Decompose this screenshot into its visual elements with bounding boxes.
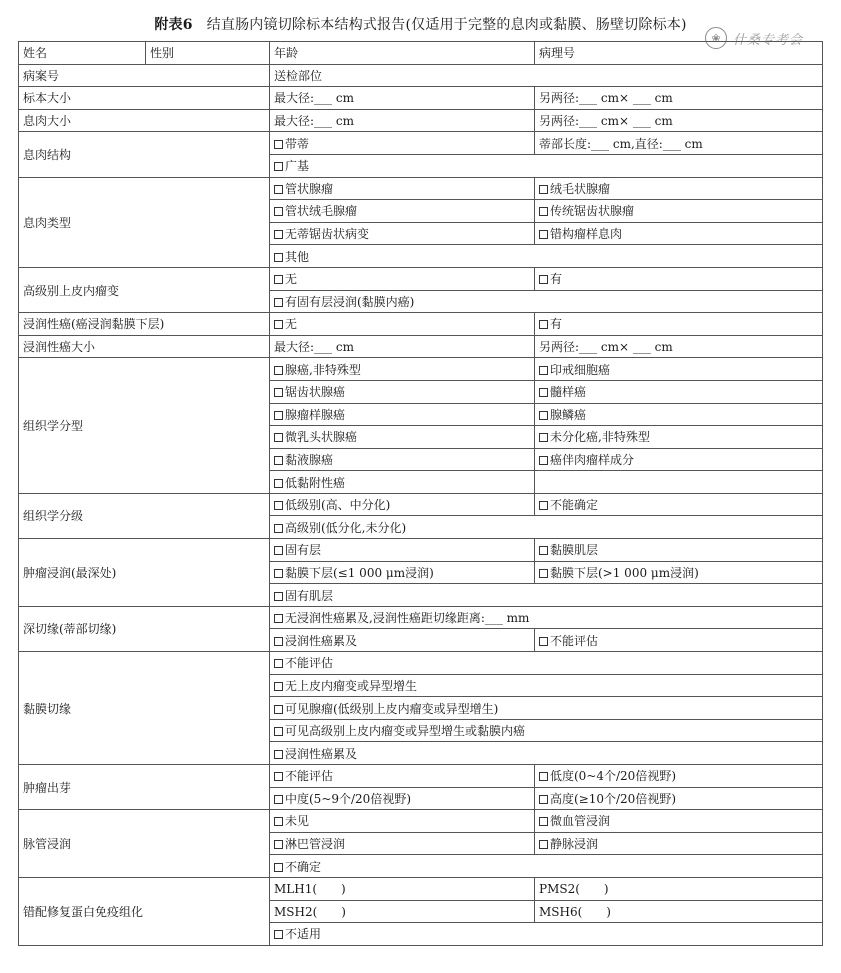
option-text: 髓样癌 <box>550 385 587 400</box>
checkbox[interactable] <box>274 207 283 216</box>
form-cell-invasive-size <box>270 335 535 358</box>
checkbox[interactable] <box>274 840 283 849</box>
form-cell-mmr <box>535 877 823 900</box>
option-text: 低级别(高、中分化) <box>285 498 391 513</box>
option-text: 有 <box>550 272 563 287</box>
form-cell-budding[interactable] <box>270 765 535 788</box>
checkbox[interactable] <box>274 659 283 668</box>
section-label-hgin: 高级别上皮内瘤变 <box>19 267 270 312</box>
option-text: 最大径:___ cm <box>274 340 354 355</box>
pathology-number-label: 病理号 <box>535 42 823 65</box>
checkbox[interactable] <box>539 230 548 239</box>
report-form-table <box>18 41 823 946</box>
form-cell-mmr <box>270 900 535 923</box>
section-label-histology-grade: 组织学分级 <box>19 493 270 538</box>
option-text: 印戒细胞癌 <box>550 362 611 377</box>
form-cell-mucosal-margin[interactable] <box>270 719 823 742</box>
table-row <box>19 358 823 381</box>
option-text: 淋巴管浸润 <box>285 837 346 852</box>
option-text: 无上皮内瘤变或异型增生 <box>285 678 418 693</box>
table-title-text: 结直肠内镜切除标本结构式报告(仅适用于完整的息肉或黏膜、肠壁切除标本) <box>206 17 687 33</box>
form-cell-hgin[interactable] <box>535 267 823 290</box>
option-text: 高级别(低分化,未分化) <box>285 520 407 535</box>
watermark: 什桑专考会 <box>733 33 804 48</box>
form-cell-mucosal-margin[interactable] <box>270 742 823 765</box>
form-cell-invasive[interactable] <box>270 313 535 336</box>
option-text: 不能评估 <box>550 633 599 648</box>
form-cell-polyp-type[interactable] <box>270 245 823 268</box>
checkbox[interactable] <box>539 388 548 397</box>
option-text: PMS2( ) <box>539 882 609 897</box>
checkbox[interactable] <box>539 840 548 849</box>
table-row <box>19 877 823 900</box>
form-cell-mmr[interactable] <box>270 923 823 946</box>
option-text: 固有层 <box>285 543 322 558</box>
form-cell-invasion-depth[interactable] <box>270 561 535 584</box>
checkbox[interactable] <box>274 524 283 533</box>
checkbox[interactable] <box>274 592 283 601</box>
section-label-lvi: 脉管浸润 <box>19 810 270 878</box>
checkbox[interactable] <box>274 817 283 826</box>
table-row <box>19 810 823 833</box>
option-text: 另两径:___ cm× ___ cm <box>539 114 673 129</box>
option-text: 错构瘤样息肉 <box>550 227 623 242</box>
table-row <box>19 177 823 200</box>
option-text: 低度(0~4个/20倍视野) <box>550 769 677 784</box>
table-row <box>19 87 823 110</box>
checkbox[interactable] <box>274 456 283 465</box>
checkbox[interactable] <box>539 546 548 555</box>
option-text: 黏液腺癌 <box>285 452 334 467</box>
table-row <box>19 132 823 155</box>
form-cell-deep-margin[interactable] <box>270 606 823 629</box>
option-text: 绒毛状腺瘤 <box>550 181 611 196</box>
option-text: 高度(≥10个/20倍视野) <box>550 791 677 806</box>
checkbox[interactable] <box>274 275 283 284</box>
form-cell-histology-type[interactable] <box>535 426 823 449</box>
form-cell-mmr <box>270 877 535 900</box>
section-label-invasion-depth: 肿瘤浸润(最深处) <box>19 539 270 607</box>
option-text: 另两径:___ cm× ___ cm <box>539 91 673 106</box>
option-text: 广基 <box>285 159 310 174</box>
form-cell-mucosal-margin[interactable] <box>270 697 823 720</box>
checkbox[interactable] <box>274 637 283 646</box>
option-text: MSH6( ) <box>539 904 611 919</box>
form-cell-histology-type[interactable] <box>270 426 535 449</box>
table-row <box>19 539 823 562</box>
checkbox[interactable] <box>274 930 283 939</box>
option-text: 微乳头状腺癌 <box>285 430 358 445</box>
form-cell-hgin[interactable] <box>270 290 823 313</box>
form-cell-deep-margin[interactable] <box>270 629 535 652</box>
option-text: 其他 <box>285 249 310 264</box>
checkbox[interactable] <box>274 772 283 781</box>
option-text: 无 <box>285 272 298 287</box>
form-cell-budding[interactable] <box>535 765 823 788</box>
checkbox[interactable] <box>274 795 283 804</box>
option-text: 管状腺瘤 <box>285 181 334 196</box>
section-label-polyp-structure: 息肉结构 <box>19 132 270 177</box>
form-cell-polyp-type[interactable] <box>270 222 535 245</box>
checkbox[interactable] <box>539 411 548 420</box>
form-cell-histology-type[interactable] <box>535 380 823 403</box>
form-cell-specimen-size <box>270 87 535 110</box>
table-row <box>19 606 823 629</box>
form-cell-invasive-size <box>535 335 823 358</box>
checkbox[interactable] <box>274 253 283 262</box>
form-cell-lvi[interactable] <box>535 832 823 855</box>
form-cell-lvi[interactable] <box>535 810 823 833</box>
table-row <box>19 64 823 87</box>
option-text: 未见 <box>285 814 310 829</box>
checkbox[interactable] <box>274 388 283 397</box>
checkbox[interactable] <box>539 772 548 781</box>
option-text: 未分化癌,非特殊型 <box>550 430 650 445</box>
form-cell-histology-type[interactable] <box>535 358 823 381</box>
section-label-budding: 肿瘤出芽 <box>19 765 270 810</box>
form-cell-invasive[interactable] <box>535 313 823 336</box>
form-cell-specimen-size <box>535 87 823 110</box>
option-text: 带蒂 <box>285 136 310 151</box>
form-cell-polyp-type[interactable] <box>535 177 823 200</box>
checkbox[interactable] <box>274 750 283 759</box>
form-cell-polyp-structure <box>535 132 823 155</box>
form-cell-invasion-depth[interactable] <box>270 584 823 607</box>
table-row <box>19 493 823 516</box>
option-text: 无浸润性癌累及,浸润性癌距切缘距离:___ mm <box>285 611 530 626</box>
sex-label: 性别 <box>146 42 270 65</box>
checkbox[interactable] <box>539 433 548 442</box>
checkbox[interactable] <box>274 140 283 149</box>
checkbox[interactable] <box>274 705 283 714</box>
checkbox[interactable] <box>539 637 548 646</box>
option-text: 传统锯齿状腺瘤 <box>550 204 635 219</box>
checkbox[interactable] <box>274 614 283 623</box>
checkbox[interactable] <box>539 795 548 804</box>
name-label: 姓名 <box>19 42 146 65</box>
form-cell-histology-type[interactable] <box>270 403 535 426</box>
form-cell-histology-grade[interactable] <box>270 493 535 516</box>
form-cell-histology-type[interactable] <box>270 358 535 381</box>
checkbox[interactable] <box>539 275 548 284</box>
checkbox[interactable] <box>539 207 548 216</box>
checkbox[interactable] <box>274 727 283 736</box>
header-row <box>19 42 823 65</box>
form-cell-histology-grade[interactable] <box>535 493 823 516</box>
checkbox[interactable] <box>274 230 283 239</box>
option-text: 黏膜肌层 <box>550 543 599 558</box>
option-text: 浸润性癌累及 <box>285 746 358 761</box>
option-text: 不能确定 <box>550 498 599 513</box>
section-label-specimen-size: 标本大小 <box>19 87 270 110</box>
option-text: 黏膜下层(≤1 000 μm浸润) <box>285 565 434 580</box>
form-cell-hgin[interactable] <box>270 267 535 290</box>
form-cell-polyp-size <box>535 109 823 132</box>
checkbox[interactable] <box>539 501 548 510</box>
option-text: 锯齿状腺癌 <box>285 385 346 400</box>
form-cell-polyp-size <box>270 109 535 132</box>
form-cell-histology-type[interactable] <box>270 380 535 403</box>
option-text: 不确定 <box>285 859 322 874</box>
table-row <box>19 335 823 358</box>
section-label-mmr: 错配修复蛋白免疫组化 <box>19 877 270 945</box>
checkbox[interactable] <box>274 501 283 510</box>
form-cell-histology-type[interactable] <box>270 448 535 471</box>
form-cell-polyp-type[interactable] <box>535 200 823 223</box>
option-text: 无 <box>285 317 298 332</box>
option-text: 最大径:___ cm <box>274 114 354 129</box>
checkbox[interactable] <box>274 162 283 171</box>
form-cell-budding[interactable] <box>270 787 535 810</box>
option-text: 可见腺瘤(低级别上皮内瘤变或异型增生) <box>285 701 499 716</box>
section-label-case-no: 病案号 <box>19 64 270 87</box>
age-label: 年龄 <box>270 42 535 65</box>
checkbox[interactable] <box>274 298 283 307</box>
option-text: 固有肌层 <box>285 588 334 603</box>
section-label-histology-type: 组织学分型 <box>19 358 270 494</box>
option-text: 黏膜下层(>1 000 μm浸润) <box>550 565 699 580</box>
form-cell-budding[interactable] <box>535 787 823 810</box>
form-cell-deep-margin[interactable] <box>535 629 823 652</box>
option-text: 低黏附性癌 <box>285 475 346 490</box>
form-cell-case-no <box>270 64 823 87</box>
table-number: 附表6 <box>154 17 193 33</box>
checkbox[interactable] <box>539 366 548 375</box>
option-text: 腺瘤样腺癌 <box>285 407 346 422</box>
form-cell-invasion-depth[interactable] <box>535 561 823 584</box>
checkbox[interactable] <box>539 185 548 194</box>
form-cell-histology-type[interactable] <box>535 403 823 426</box>
section-label-polyp-type: 息肉类型 <box>19 177 270 267</box>
form-cell-polyp-type[interactable] <box>270 200 535 223</box>
form-cell-histology-type[interactable] <box>270 471 535 494</box>
form-cell-invasion-depth[interactable] <box>270 539 535 562</box>
option-text: 腺鳞癌 <box>550 407 587 422</box>
checkbox[interactable] <box>274 366 283 375</box>
option-text: 浸润性癌累及 <box>285 633 358 648</box>
table-row <box>19 109 823 132</box>
form-cell-mmr <box>535 900 823 923</box>
table-row <box>19 765 823 788</box>
form-cell-polyp-structure[interactable] <box>270 132 535 155</box>
option-text: 有固有层浸润(黏膜内癌) <box>285 294 415 309</box>
option-text: 静脉浸润 <box>550 837 599 852</box>
form-cell-mucosal-margin[interactable] <box>270 674 823 697</box>
section-label-invasive: 浸润性癌(癌浸润黏膜下层) <box>19 313 270 336</box>
checkbox[interactable] <box>539 569 548 578</box>
checkbox[interactable] <box>274 546 283 555</box>
option-text: 最大径:___ cm <box>274 91 354 106</box>
form-cell-histology-type[interactable] <box>535 448 823 471</box>
table-row <box>19 652 823 675</box>
form-cell-lvi[interactable] <box>270 810 535 833</box>
form-cell-lvi[interactable] <box>270 855 823 878</box>
option-text: MLH1( ) <box>274 882 346 897</box>
option-text: 不能评估 <box>285 769 334 784</box>
section-label-deep-margin: 深切缘(蒂部切缘) <box>19 606 270 651</box>
form-cell-polyp-type[interactable] <box>535 222 823 245</box>
form-cell-invasion-depth[interactable] <box>535 539 823 562</box>
section-label-polyp-size: 息肉大小 <box>19 109 270 132</box>
option-text: 蒂部长度:___ cm,直径:___ cm <box>539 136 703 151</box>
table-row <box>19 313 823 336</box>
option-text: 无蒂锯齿状病变 <box>285 227 370 242</box>
option-text: 癌伴肉瘤样成分 <box>550 452 635 467</box>
form-cell-polyp-structure[interactable] <box>270 154 823 177</box>
form-cell-histology-type <box>535 471 823 494</box>
seal-icon: ❀ <box>705 27 727 49</box>
checkbox[interactable] <box>539 817 548 826</box>
checkbox[interactable] <box>274 479 283 488</box>
option-text: 管状绒毛腺瘤 <box>285 204 358 219</box>
section-label-invasive-size: 浸润性癌大小 <box>19 335 270 358</box>
option-text: 送检部位 <box>274 68 323 83</box>
option-text: 不适用 <box>285 927 322 942</box>
checkbox[interactable] <box>274 411 283 420</box>
form-cell-histology-grade[interactable] <box>270 516 823 539</box>
option-text: 有 <box>550 317 563 332</box>
checkbox[interactable] <box>274 569 283 578</box>
section-label-mucosal-margin: 黏膜切缘 <box>19 652 270 765</box>
table-row <box>19 267 823 290</box>
form-cell-mucosal-margin[interactable] <box>270 652 823 675</box>
checkbox[interactable] <box>274 863 283 872</box>
option-text: 不能评估 <box>285 656 334 671</box>
checkbox[interactable] <box>274 185 283 194</box>
option-text: MSH2( ) <box>274 904 346 919</box>
checkbox[interactable] <box>539 456 548 465</box>
checkbox[interactable] <box>274 320 283 329</box>
form-cell-lvi[interactable] <box>270 832 535 855</box>
checkbox[interactable] <box>539 320 548 329</box>
checkbox[interactable] <box>274 433 283 442</box>
form-cell-polyp-type[interactable] <box>270 177 535 200</box>
option-text: 腺癌,非特殊型 <box>285 362 361 377</box>
option-text: 可见高级别上皮内瘤变或异型增生或黏膜内癌 <box>285 724 526 739</box>
checkbox[interactable] <box>274 682 283 691</box>
option-text: 另两径:___ cm× ___ cm <box>539 340 673 355</box>
option-text: 中度(5~9个/20倍视野) <box>285 791 412 806</box>
option-text: 微血管浸润 <box>550 814 611 829</box>
